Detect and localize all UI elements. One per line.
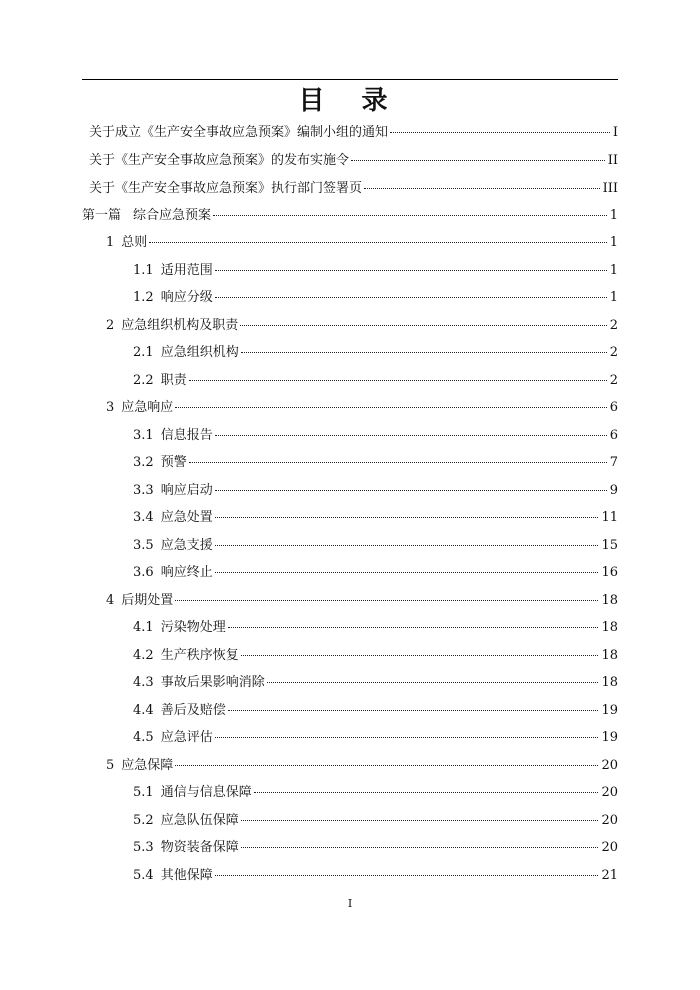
toc-dot-leader (215, 270, 607, 271)
toc-entry-number: 4.3 (133, 675, 154, 690)
toc-entry-page: 1 (609, 263, 618, 278)
toc-entry-page: 1 (609, 290, 618, 305)
toc-entry-number: 4.2 (133, 648, 154, 663)
toc-entry-page: 20 (601, 785, 618, 800)
toc-entry-page: 16 (601, 565, 618, 580)
toc-entry-number: 3 (106, 400, 115, 415)
toc-entry-number: 2.2 (133, 373, 154, 388)
toc-entry-title: 通信与信息保障 (160, 785, 252, 800)
toc-dot-leader (215, 297, 607, 298)
toc-entry-title: 善后及赔偿 (160, 703, 226, 718)
toc-entry-page: 18 (601, 593, 618, 608)
toc-entry-title: 后期处置 (121, 593, 174, 608)
toc-dot-leader (364, 188, 600, 189)
toc-entry-title: 关于成立《生产安全事故应急预案》编制小组的通知 (89, 125, 389, 140)
toc-entry-number: 2.1 (133, 345, 154, 360)
toc-entry-page: 19 (601, 703, 618, 718)
toc-entry-number: 3.2 (133, 455, 154, 470)
toc-entry-number: 4 (106, 593, 115, 608)
toc-entry[interactable] (133, 702, 618, 720)
toc-entry-number: 5 (106, 758, 115, 773)
toc-dot-leader (189, 380, 607, 381)
toc-entry-title: 污染物处理 (160, 620, 226, 635)
toc-entry[interactable] (133, 372, 618, 390)
toc-dot-leader (228, 627, 599, 628)
toc-dot-leader (240, 325, 606, 326)
toc-entry-title: 综合应急预案 (133, 208, 212, 223)
toc-dot-leader (390, 132, 610, 133)
toc-dot-leader (267, 682, 599, 683)
toc-entry-title: 应急保障 (121, 758, 174, 773)
toc-entry[interactable] (82, 180, 618, 198)
toc-entry-title: 总则 (121, 235, 148, 250)
toc-dot-leader (228, 710, 599, 711)
toc-entry-title: 响应启动 (160, 483, 213, 498)
toc-entry-page: 9 (609, 483, 618, 498)
toc-entry[interactable] (106, 592, 618, 610)
toc-entry[interactable] (133, 867, 618, 885)
toc-entry-page: I (612, 125, 618, 140)
toc-entry[interactable] (133, 812, 618, 830)
toc-entry-title: 关于《生产安全事故应急预案》执行部门签署页 (89, 181, 363, 196)
toc-entry-title: 职责 (160, 373, 187, 388)
toc-dot-leader (241, 352, 607, 353)
toc-entry-title: 响应终止 (160, 565, 213, 580)
toc-dot-leader (351, 160, 605, 161)
toc-entry-page: 1 (609, 208, 618, 223)
toc-entry[interactable] (133, 564, 618, 582)
toc-entry-number: 1.2 (133, 290, 154, 305)
toc-entry-title: 应急评估 (160, 730, 213, 745)
toc-entry[interactable] (106, 317, 618, 335)
toc-dot-leader (215, 435, 607, 436)
toc-entry[interactable] (133, 729, 618, 747)
toc-dot-leader (241, 655, 599, 656)
toc-entry[interactable] (133, 427, 618, 445)
toc-entry[interactable] (133, 509, 618, 527)
toc-dot-leader (254, 792, 599, 793)
toc-entry-page: 21 (601, 868, 618, 883)
toc-entry-number: 1.1 (133, 263, 154, 278)
toc-entry-number: 5.4 (133, 868, 154, 883)
toc-entry-title: 关于《生产安全事故应急预案》的发布实施令 (89, 153, 350, 168)
toc-entry-title: 应急处置 (160, 510, 213, 525)
toc-dot-leader (215, 545, 599, 546)
toc-entry-page: 2 (609, 345, 618, 360)
toc-dot-leader (215, 875, 599, 876)
toc-entry-page: 2 (609, 318, 618, 333)
toc-entry-number: 1 (106, 235, 115, 250)
page-title: 目 录 (298, 86, 402, 116)
toc-entry-title: 事故后果影响消除 (160, 675, 265, 690)
page-number-footer: I (347, 897, 353, 910)
toc-dot-leader (241, 847, 599, 848)
toc-entry-page: 7 (609, 455, 618, 470)
toc-entry[interactable] (133, 674, 618, 692)
toc-entry-number: 3.3 (133, 483, 154, 498)
toc-entry-page: 11 (601, 510, 618, 525)
toc-dot-leader (175, 407, 606, 408)
toc-dot-leader (175, 600, 598, 601)
toc-entry[interactable] (106, 757, 618, 775)
toc-entry-number: 5.2 (133, 813, 154, 828)
toc-entry-number: 第一篇 (82, 208, 122, 223)
toc-entry-page: 18 (601, 620, 618, 635)
toc-entry-number: 2 (106, 318, 115, 333)
toc-entry[interactable] (82, 152, 618, 170)
toc-dot-leader (213, 215, 607, 216)
toc-entry[interactable] (133, 262, 618, 280)
toc-entry-title: 适用范围 (160, 263, 213, 278)
toc-entry-title: 应急组织机构及职责 (121, 318, 239, 333)
toc-entry-number: 3.5 (133, 538, 154, 553)
toc-entry[interactable] (133, 289, 618, 307)
toc-entry-page: II (607, 153, 618, 168)
toc-dot-leader (149, 242, 606, 243)
toc-dot-leader (215, 517, 599, 518)
toc-entry[interactable] (133, 784, 618, 802)
toc-entry[interactable] (133, 619, 618, 637)
toc-entry-page: 6 (609, 400, 618, 415)
toc-entry-title: 生产秩序恢复 (160, 648, 239, 663)
toc-entry-number: 3.4 (133, 510, 154, 525)
toc-entry-number: 4.1 (133, 620, 154, 635)
toc-entry-number: 3.1 (133, 428, 154, 443)
toc-dot-leader (215, 490, 607, 491)
toc-entry-page: 20 (601, 813, 618, 828)
toc-entry-page: 20 (601, 758, 618, 773)
toc-dot-leader (189, 462, 607, 463)
toc-entry[interactable] (133, 454, 618, 472)
toc-entry-page: 1 (609, 235, 618, 250)
toc-dot-leader (241, 820, 599, 821)
toc-entry-page: 2 (609, 373, 618, 388)
toc-entry[interactable] (106, 234, 618, 252)
toc-entry[interactable] (133, 344, 618, 362)
toc-entry[interactable] (133, 482, 618, 500)
toc-entry-page: 6 (609, 428, 618, 443)
toc-entry[interactable] (133, 537, 618, 555)
toc-entry[interactable] (133, 839, 618, 857)
toc-entry[interactable] (82, 124, 618, 142)
toc-entry-page: 18 (601, 648, 618, 663)
toc-entry-title: 预警 (160, 455, 187, 470)
toc-entry-number: 5.1 (133, 785, 154, 800)
toc-entry[interactable] (133, 647, 618, 665)
toc-entry-page: 15 (601, 538, 618, 553)
toc-entry-number: 5.3 (133, 840, 154, 855)
toc-entry-number: 4.5 (133, 730, 154, 745)
toc-entry-page: 18 (601, 675, 618, 690)
toc-dot-leader (215, 572, 599, 573)
toc-entry-title: 信息报告 (160, 428, 213, 443)
toc-entry-title: 响应分级 (160, 290, 213, 305)
toc-entry-number: 4.4 (133, 703, 154, 718)
toc-entry-title: 其他保障 (160, 868, 213, 883)
toc-entry-page: 20 (601, 840, 618, 855)
toc-entry-title: 应急组织机构 (160, 345, 239, 360)
toc-entry-title: 应急支援 (160, 538, 213, 553)
toc-entry-page: 19 (601, 730, 618, 745)
toc-entry-page: III (602, 181, 618, 196)
toc-dot-leader (215, 737, 599, 738)
toc-entry-title: 应急队伍保障 (160, 813, 239, 828)
toc-entry-number: 3.6 (133, 565, 154, 580)
toc-entry[interactable] (106, 399, 618, 417)
toc-entry[interactable] (82, 207, 618, 225)
toc-dot-leader (175, 765, 598, 766)
toc-entry-title: 应急响应 (121, 400, 174, 415)
toc-entry-title: 物资装备保障 (160, 840, 239, 855)
